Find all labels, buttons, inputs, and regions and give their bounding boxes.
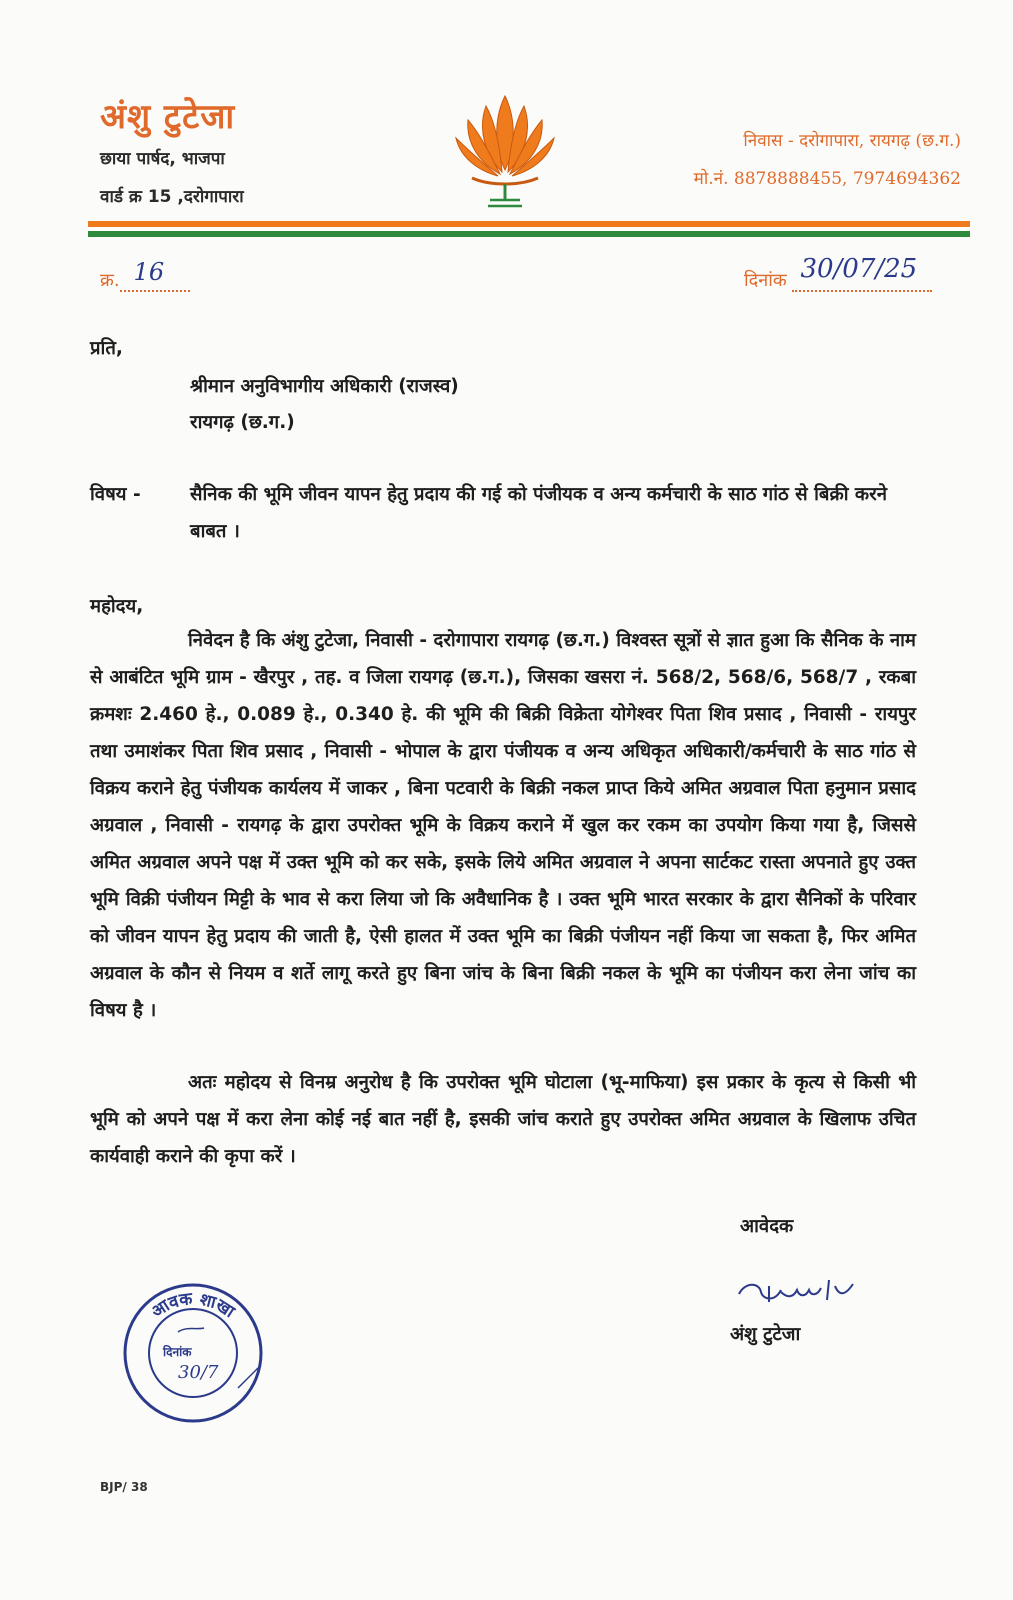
footer-code: BJP/ 38 bbox=[100, 1480, 148, 1494]
inward-stamp-icon bbox=[118, 1278, 268, 1428]
green-stripe bbox=[88, 231, 970, 237]
recipient-to: प्रति, bbox=[90, 338, 123, 359]
applicant-label: आवेदक bbox=[740, 1216, 794, 1237]
reference-handwritten-number: 16 bbox=[133, 258, 165, 286]
salutation: महोदय, bbox=[90, 596, 144, 617]
date-dots bbox=[792, 254, 932, 292]
reference-number bbox=[100, 258, 190, 292]
letterhead-phone: मो.नं. 8878888455, 7974694362 bbox=[693, 169, 961, 189]
subject-text: सैनिक की भूमि जीवन यापन हेतु प्रदाय की गई को पंजीयक व अन्य कर्मचारी के साठ गांठ से बिक्री करने बाबत । bbox=[190, 484, 887, 542]
recipient-line2: रायगढ़ (छ.ग.) bbox=[190, 412, 295, 433]
letterhead-name: अंशु टुटेजा bbox=[100, 97, 236, 137]
date-label: दिनांक bbox=[744, 270, 787, 291]
signature-icon bbox=[735, 1272, 865, 1312]
body-paragraph-1: निवेदन है कि अंशु टुटेजा, निवासी - दरोगापारा रायगढ़ (छ.ग.) विश्वस्त सूत्रों से ज्ञात हुआ कि सैनिक के नाम से आबंटित भूमि ग्राम - खैरपुर , तह. व जिला रायगढ़ (छ.ग.), जिसका खसरा नं. 568/2, 568/6, 568/7 , रकबा क्रमशः 2.460 हे., 0.089 हे., 0.340 हे. की भूमि की बिक्री विक्रेता योगेश्वर पिता शिव प्रसाद , निवासी - रायपुर तथा उमाशंकर पिता शिव प्रसाद , निवासी - भोपाल के द्वारा पंजीयक व अन्य अधिकृत अधिकारी/कर्मचारी के साठ गांठ से विक्रय कराने हेतु पंजीयक कार्यलय में जाकर , बिना पटवारी के बिक्री नकल प्राप्त किये अमित अग्रवाल पिता हनुमान प्रसाद अग्रवाल , निवासी - रायगढ़ के द्वारा उपरोक्त भूमि के विक्रय कराने में खुल कर रकम का उपयोग किया गया है, जिससे अमित अग्रवाल अपने पक्ष में उक्त भूमि को कर सके, इसके लिये अमित अग्रवाल ने अपना सार्टकट रास्ता अपनाते हुए उक्त भूमि विक्री पंजीयन मिट्टी के भाव से करा लिया जो कि अवैधानिक है । उक्त भूमि भारत सरकार के द्वारा सैनिकों के परिवार को जीवन यापन हेतु प्रदाय की जाती है, ऐसी हालत में उक्त भूमि का बिक्री पंजीयन नहीं किया जा सकता है, फिर अमित अग्रवाल के कौन से नियम व शर्ते लागू करते हुए बिना जांच के बिना बिक्री नकल के भूमि का पंजीयन करा लेना जांच का विषय है । bbox=[90, 630, 916, 1021]
date-handwritten: 30/07/25 bbox=[800, 254, 918, 284]
subject-label: विषय - bbox=[90, 484, 141, 505]
lotus-logo-icon bbox=[450, 88, 560, 218]
signer-name: अंशु टुटेजा bbox=[730, 1324, 801, 1345]
letterhead-address: निवास - दरोगापारा, रायगढ़ (छ.ग.) bbox=[743, 131, 961, 151]
body-paragraph-2: अतः महोदय से विनम्र अनुरोध है कि उपरोक्त भूमि घोटाला (भू-माफिया) इस प्रकार के कृत्य से किसी भी भूमि को अपने पक्ष में करा लेना कोई नई बात नहीं है, इसकी जांच कराते हुए उपरोक्त अमित अग्रवाल के खिलाफ उचित कार्यवाही कराने की कृपा करें । bbox=[90, 1072, 916, 1167]
recipient-line1: श्रीमान अनुविभागीय अधिकारी (राजस्व) bbox=[190, 376, 459, 397]
reference-dots bbox=[120, 258, 190, 292]
reference-date bbox=[744, 254, 932, 292]
letterhead-designation: छाया पार्षद, भाजपा bbox=[100, 149, 225, 169]
stamp-date-label: दिनांक bbox=[163, 1345, 192, 1359]
letterhead-ward: वार्ड क्र 15 ,दरोगापारा bbox=[100, 187, 244, 207]
stamp-top-text: आवक शाखा bbox=[147, 1289, 239, 1323]
reference-label: क्र. bbox=[100, 270, 120, 291]
stamp-date: 30/7 bbox=[178, 1362, 219, 1383]
